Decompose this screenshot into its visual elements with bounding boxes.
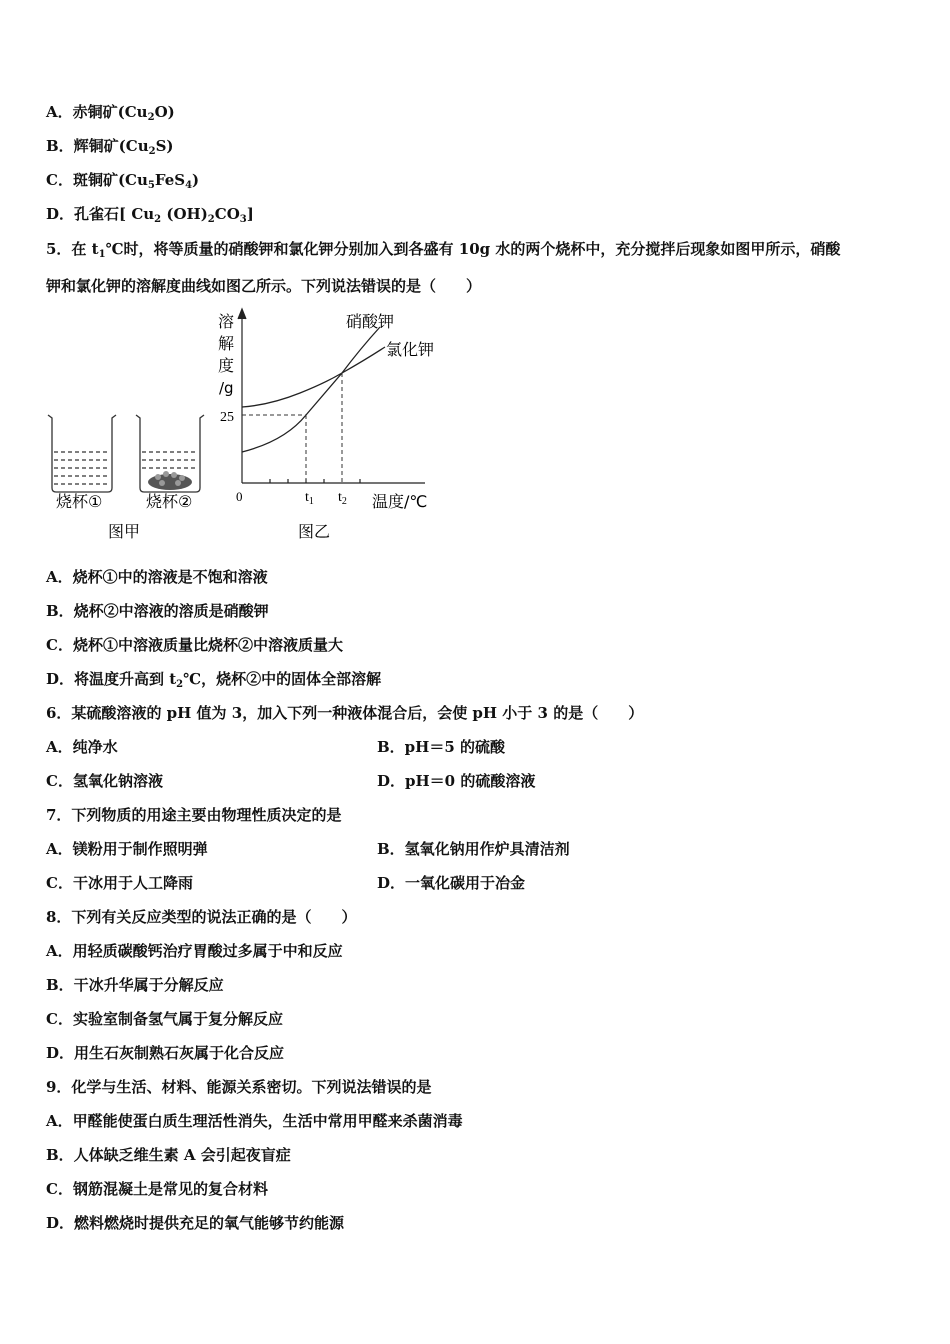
q5-option-c: C．烧杯①中溶液质量比烧杯②中溶液质量大 xyxy=(46,636,343,654)
q6-option-b: B．pH＝5 的硫酸 xyxy=(377,738,505,756)
q5-option-d: D．将温度升高到 $t_2℃$，烧杯②中的固体全部溶解 xyxy=(46,670,382,690)
q7-stem: 7．下列物质的用途主要由物理性质决定的是 xyxy=(46,806,342,824)
q7-option-d: D．一氧化碳用于冶金 xyxy=(377,874,526,892)
q8-option-c: C．实验室制备氢气属于复分解反应 xyxy=(46,1010,283,1028)
q5-option-a: A．烧杯①中的溶液是不饱和溶液 xyxy=(46,568,268,586)
y-label-1: 溶 xyxy=(218,312,235,331)
potassium-nitrate-curve xyxy=(242,327,380,452)
beaker-1 xyxy=(48,415,116,492)
y-label-3: 度 xyxy=(218,356,235,375)
q4-option-b: B．辉铜矿$(Cu_2S)$ xyxy=(46,137,174,157)
origin-label: 0 xyxy=(236,489,243,504)
q5-figure xyxy=(40,305,440,550)
q7-option-a: A．镁粉用于制作照明弹 xyxy=(46,840,208,858)
q8-option-d: D．用生石灰制熟石灰属于化合反应 xyxy=(46,1044,285,1062)
q5-stem-line1: 5．在 $t_1℃$时，将等质量的硝酸钾和氯化钾分别加入到各盛有 10g 水的两个烧杯中，充分搅拌后现象如图甲所示，硝酸 xyxy=(46,240,841,260)
q9-option-d: D．燃料燃烧时提供充足的氧气能够节约能源 xyxy=(46,1214,345,1232)
q6-option-d: D．pH＝0 的硫酸溶液 xyxy=(377,772,536,790)
q8-stem: 8．下列有关反应类型的说法正确的是（ ） xyxy=(46,908,357,926)
q6-stem: 6．某硫酸溶液的 pH 值为 3，加入下列一种液体混合后，会使 pH 小于 3 的是（ ） xyxy=(46,704,644,722)
y-label-2: 解 xyxy=(218,334,235,353)
q5-option-b: B．烧杯②中溶液的溶质是硝酸钾 xyxy=(46,602,269,620)
q4-option-d: D．孔雀石[ $Cu_2$ $(OH)_2CO_3$] xyxy=(46,205,254,225)
y-label-4: /g xyxy=(219,379,234,397)
q5-stem-line2: 钾和氯化钾的溶解度曲线如图乙所示。下列说法错误的是（ ） xyxy=(46,277,482,295)
q7-option-b: B．氢氧化钠用作炉具清洁剂 xyxy=(377,840,570,858)
q8-option-a: A．用轻质碳酸钙治疗胃酸过多属于中和反应 xyxy=(46,942,343,960)
y-tick-25: 25 xyxy=(220,410,234,425)
beaker-1-label: 烧杯① xyxy=(56,492,103,511)
beaker-2-label: 烧杯② xyxy=(146,492,193,511)
q4-option-a: A．赤铜矿$(Cu_2O)$ xyxy=(46,103,175,123)
q9-stem: 9．化学与生活、材料、能源关系密切。下列说法错误的是 xyxy=(46,1078,432,1096)
q9-option-b: B．人体缺乏维生素 A 会引起夜盲症 xyxy=(46,1146,291,1164)
q6-option-c: C．氢氧化钠溶液 xyxy=(46,772,163,790)
graph-axes xyxy=(238,309,425,483)
curve-label-kno3: 硝酸钾 xyxy=(346,312,395,331)
q6-option-a: A．纯净水 xyxy=(46,738,118,756)
q7-option-c: C．干冰用于人工降雨 xyxy=(46,874,193,892)
figure-a-caption: 图甲 xyxy=(108,522,141,541)
t1-label: $t_1$ xyxy=(305,490,314,507)
beaker-2-solid xyxy=(148,471,192,490)
x-axis-label: 温度/℃ xyxy=(372,492,428,511)
curve-label-kcl: 氯化钾 xyxy=(386,340,435,359)
q9-option-a: A．甲醛能使蛋白质生理活性消失，生活中常用甲醛来杀菌消毒 xyxy=(46,1112,463,1130)
q9-option-c: C．钢筋混凝土是常见的复合材料 xyxy=(46,1180,268,1198)
q4-option-c: C．斑铜矿$(Cu_5FeS_4)$ xyxy=(46,171,200,191)
figure-b-caption: 图乙 xyxy=(298,522,331,541)
potassium-chloride-curve xyxy=(242,347,385,407)
t2-label: $t_2$ xyxy=(338,490,347,507)
q8-option-b: B．干冰升华属于分解反应 xyxy=(46,976,224,994)
